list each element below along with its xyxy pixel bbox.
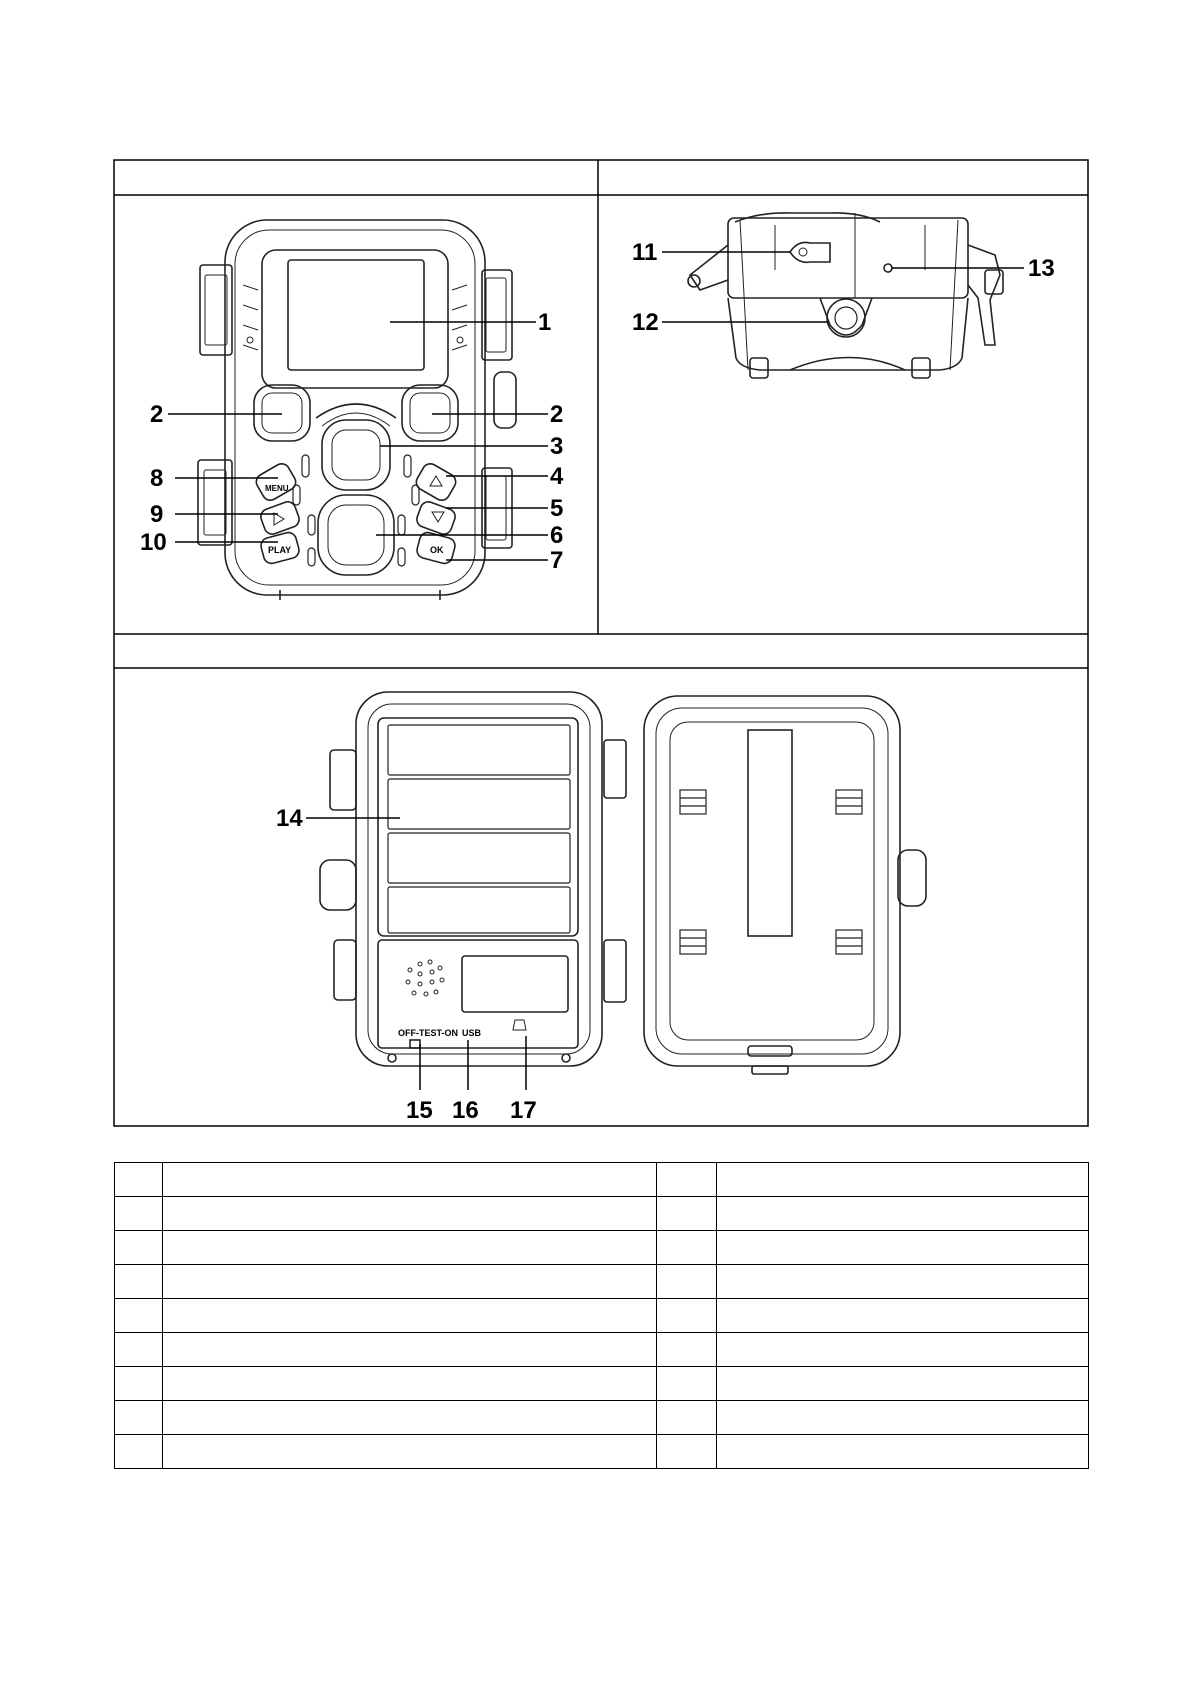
part-number — [115, 1265, 163, 1299]
callout-2-left: 2 — [150, 401, 164, 428]
callout-15: 15 — [406, 1097, 433, 1124]
camera-front-view — [198, 220, 516, 600]
callout-13: 13 — [1028, 255, 1055, 282]
part-description — [163, 1435, 657, 1469]
ok-button-marking: OK — [430, 545, 444, 555]
callout-1: 1 — [538, 309, 552, 336]
table-row — [115, 1333, 1089, 1367]
figure-frame — [114, 160, 1088, 1126]
camera-inside-view — [320, 692, 926, 1074]
part-number — [657, 1231, 717, 1265]
part-number — [115, 1197, 163, 1231]
part-number — [657, 1401, 717, 1435]
part-description — [163, 1367, 657, 1401]
part-number — [657, 1197, 717, 1231]
part-number — [115, 1231, 163, 1265]
part-description — [717, 1435, 1089, 1469]
lcd-screen — [262, 250, 448, 388]
camera-top-view — [688, 213, 1003, 378]
part-description — [163, 1401, 657, 1435]
table-row — [115, 1299, 1089, 1333]
callout-8: 8 — [150, 465, 164, 492]
part-description — [163, 1265, 657, 1299]
switch-marking: OFF-TEST-ON — [398, 1028, 458, 1038]
part-number — [115, 1333, 163, 1367]
callout-3: 3 — [550, 433, 564, 460]
part-description — [163, 1231, 657, 1265]
part-number — [657, 1299, 717, 1333]
callout-14: 14 — [276, 805, 303, 832]
part-description — [717, 1231, 1089, 1265]
part-number — [657, 1265, 717, 1299]
part-number — [657, 1435, 717, 1469]
table-row — [115, 1367, 1089, 1401]
part-number — [115, 1163, 163, 1197]
part-description — [163, 1299, 657, 1333]
part-description — [717, 1367, 1089, 1401]
part-number — [657, 1367, 717, 1401]
callout-12: 12 — [632, 309, 659, 336]
play-button-marking: PLAY — [268, 545, 292, 555]
table-row — [115, 1163, 1089, 1197]
table-row — [115, 1435, 1089, 1469]
part-number — [657, 1333, 717, 1367]
parts-table — [114, 1162, 1089, 1469]
part-description — [163, 1197, 657, 1231]
part-description — [717, 1163, 1089, 1197]
callout-10: 10 — [140, 529, 167, 556]
part-description — [163, 1333, 657, 1367]
table-row — [115, 1401, 1089, 1435]
callout-4: 4 — [550, 463, 564, 490]
part-description — [717, 1197, 1089, 1231]
part-number — [115, 1299, 163, 1333]
table-row — [115, 1231, 1089, 1265]
menu-button-marking: MENU — [265, 484, 289, 493]
part-description — [163, 1163, 657, 1197]
callout-17: 17 — [510, 1097, 537, 1124]
part-description — [717, 1333, 1089, 1367]
part-number — [115, 1367, 163, 1401]
part-number — [115, 1401, 163, 1435]
part-description — [717, 1299, 1089, 1333]
callout-6: 6 — [550, 522, 564, 549]
callout-5: 5 — [550, 495, 564, 522]
callout-2-right: 2 — [550, 401, 564, 428]
table-row — [115, 1265, 1089, 1299]
callout-11: 11 — [632, 239, 658, 266]
part-number — [657, 1163, 717, 1197]
callout-7: 7 — [550, 547, 564, 574]
inside-callout-lines — [306, 818, 526, 1090]
callout-16: 16 — [452, 1097, 479, 1124]
part-description — [717, 1401, 1089, 1435]
part-description — [717, 1265, 1089, 1299]
usb-marking: USB — [462, 1028, 482, 1038]
table-row — [115, 1197, 1089, 1231]
part-number — [115, 1435, 163, 1469]
callout-9: 9 — [150, 501, 164, 528]
